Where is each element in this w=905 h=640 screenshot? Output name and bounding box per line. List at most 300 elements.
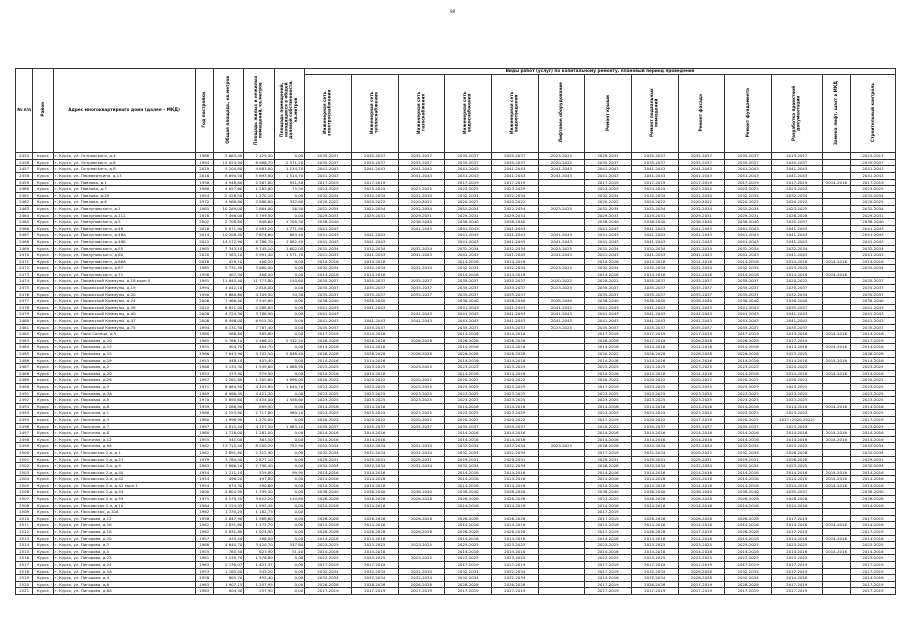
- table-cell: 2017-2019: [305, 562, 352, 569]
- table-cell: [678, 509, 725, 516]
- table-cell: 2029-2031: [351, 212, 398, 219]
- table-cell: 403,40: [244, 357, 274, 364]
- table-cell: 2017-2019: [851, 588, 896, 595]
- table-cell: 2014-2016: [305, 476, 352, 483]
- table-cell: 2014-2016: [491, 430, 538, 437]
- table-cell: 2014-2016: [725, 430, 772, 437]
- table-cell: 0,00: [274, 456, 304, 463]
- table-cell: Курск: [33, 456, 53, 463]
- table-cell: 2023-2025: [851, 397, 896, 404]
- table-cell: 2509: [16, 509, 33, 516]
- table-cell: 0,00: [274, 324, 304, 331]
- table-cell: Курск: [33, 555, 53, 562]
- table-cell: Курск: [33, 535, 53, 542]
- table-row: [16, 397, 896, 404]
- table-cell: [822, 555, 850, 562]
- table-cell: Курск: [33, 179, 53, 186]
- table-cell: 1958: [195, 179, 213, 186]
- table-cell: 2 818,00: [244, 285, 274, 292]
- header-work-10: Разработка проектной документации: [771, 74, 822, 153]
- table-cell: Курск: [33, 225, 53, 232]
- table-cell: 2017-2019: [851, 416, 896, 423]
- table-cell: 2466: [16, 225, 33, 232]
- table-cell: 2014-2016: [491, 370, 538, 377]
- table-cell: 2038-2040: [725, 298, 772, 305]
- table-cell: [538, 219, 585, 226]
- table-cell: 2516: [16, 555, 33, 562]
- table-cell: 2038-2040: [631, 489, 678, 496]
- table-cell: 2014-2016: [631, 502, 678, 509]
- table-cell: 1 939,80: [244, 364, 274, 371]
- table-cell: 2035-2037: [305, 159, 352, 166]
- table-cell: 2014-2016: [491, 522, 538, 529]
- table-cell: 2020-2022: [491, 199, 538, 206]
- table-cell: 75,50: [274, 186, 304, 193]
- table-cell: 2041-2043: [445, 225, 492, 232]
- capital-repair-table: [15, 68, 896, 595]
- table-cell: 0,00: [274, 357, 304, 364]
- table-row: [16, 285, 896, 292]
- table-cell: 2032-2034: [445, 192, 492, 199]
- table-cell: [398, 476, 445, 483]
- table-cell: 2498: [16, 436, 33, 443]
- table-cell: 2026-2028: [725, 337, 772, 344]
- table-cell: 2035-2037: [445, 159, 492, 166]
- table-cell: 2014-2016: [305, 482, 352, 489]
- table-cell: 2032-2034: [398, 568, 445, 575]
- table-cell: 2014-2016: [631, 258, 678, 265]
- table-cell: [822, 515, 850, 522]
- table-cell: 2017-2019: [351, 562, 398, 569]
- table-cell: 2023-2025: [445, 542, 492, 549]
- table-cell: 752,90: [274, 443, 304, 450]
- table-cell: 2052-2054: [305, 205, 352, 212]
- table-cell: 2026-2028: [771, 212, 822, 219]
- table-cell: 2496: [16, 423, 33, 430]
- table-cell: 2014-2016: [851, 403, 896, 410]
- table-cell: 2014-2016: [851, 502, 896, 509]
- table-cell: 0,00: [274, 192, 304, 199]
- table-cell: 1 571,70: [274, 252, 304, 259]
- table-cell: Курск: [33, 245, 53, 252]
- table-cell: 2026-2028: [631, 529, 678, 536]
- table-cell: 2014-2016: [305, 258, 352, 265]
- table-cell: 2014-2016: [678, 482, 725, 489]
- table-cell: 2014-2016: [851, 436, 896, 443]
- table-cell: г. Курск, ул. Парижской Коммуны, д.75: [53, 324, 195, 331]
- table-cell: 2041-2043: [585, 232, 632, 239]
- table-cell: 2026-2028: [678, 568, 725, 575]
- table-cell: 2035-2037: [398, 153, 445, 160]
- table-row: [16, 265, 896, 272]
- table-cell: 2014-2016: [305, 357, 352, 364]
- table-cell: 2026-2028: [631, 496, 678, 503]
- table-cell: 2014-2016: [725, 522, 772, 529]
- table-cell: 1 988,60: [244, 515, 274, 522]
- table-cell: 2041-2043: [491, 318, 538, 325]
- table-cell: 1994: [195, 159, 213, 166]
- table-cell: г. Курск, ул. Парижской Коммуны, д.24: [53, 298, 195, 305]
- table-cell: 2023-2025: [851, 542, 896, 549]
- table-cell: г. Курск, ул. Парижской Коммуны, д.47: [53, 318, 195, 325]
- table-cell: Курск: [33, 588, 53, 595]
- table-cell: 2029-2031: [398, 212, 445, 219]
- table-cell: 1 993,45: [244, 502, 274, 509]
- table-cell: 2020-2022: [538, 159, 585, 166]
- table-cell: г. Курск, ул. Песковская 2-я, д.42: [53, 476, 195, 483]
- table-cell: г. Курск, ул. Островского, д.6: [53, 159, 195, 166]
- table-cell: 2020-2022: [351, 199, 398, 206]
- table-cell: 2041-2043: [305, 225, 352, 232]
- table-cell: 2014-2016: [851, 469, 896, 476]
- table-cell: 2014-2016: [851, 575, 896, 582]
- table-cell: [771, 509, 822, 516]
- table-cell: 2023-2025: [398, 555, 445, 562]
- table-cell: 2023-2025: [771, 383, 822, 390]
- table-cell: [822, 390, 850, 397]
- table-cell: 390,60: [244, 482, 274, 489]
- table-cell: 2041-2043: [631, 304, 678, 311]
- table-cell: 1962: [195, 529, 213, 536]
- table-cell: 2041-2043: [398, 318, 445, 325]
- table-cell: 2041-2043: [678, 166, 725, 173]
- table-cell: 2017-2019: [678, 581, 725, 588]
- table-cell: 2020-2022: [771, 364, 822, 371]
- table-cell: 2032-2034: [725, 205, 772, 212]
- table-cell: 2014-2016: [491, 436, 538, 443]
- table-cell: 2023-2025: [398, 383, 445, 390]
- table-cell: 404,70: [244, 344, 274, 351]
- table-cell: 2041-2043: [585, 304, 632, 311]
- table-cell: 0,00: [274, 449, 304, 456]
- table-cell: г. Курск, ул. Павлуновского, д.67: [53, 265, 195, 272]
- table-cell: 2017-2019: [631, 337, 678, 344]
- table-cell: 3 784,40: [213, 456, 243, 463]
- table-cell: 2032-2034: [851, 449, 896, 456]
- table-cell: 2503: [16, 469, 33, 476]
- table-cell: г. Курск, ул. Песковская 2-я, д.10: [53, 502, 195, 509]
- table-cell: 2014-2016: [585, 476, 632, 483]
- header-total-area: Общая площадь, кв.метров: [213, 69, 243, 153]
- table-cell: 0,00: [274, 463, 304, 470]
- table-cell: 2035-2037: [351, 423, 398, 430]
- table-cell: 0,00: [274, 304, 304, 311]
- table-cell: [538, 364, 585, 371]
- table-cell: 623,90: [244, 548, 274, 555]
- table-cell: 1 335,25: [213, 509, 243, 516]
- table-cell: 2026-2028: [491, 496, 538, 503]
- table-cell: 2495: [16, 416, 33, 423]
- table-cell: 0,00: [274, 390, 304, 397]
- table-cell: 2014-2016: [491, 271, 538, 278]
- table-cell: 2023-2025: [851, 383, 896, 390]
- table-cell: [538, 515, 585, 522]
- table-cell: 2014-2016: [491, 535, 538, 542]
- table-cell: 2023-2025: [585, 397, 632, 404]
- table-cell: 2032-2034: [445, 265, 492, 272]
- table-cell: 2035-2037: [398, 291, 445, 298]
- table-row: [16, 390, 896, 397]
- table-cell: 2464: [16, 212, 33, 219]
- table-cell: 2041-2043: [631, 232, 678, 239]
- table-cell: 2014-2016: [445, 271, 492, 278]
- table-cell: [822, 291, 850, 298]
- table-cell: [822, 318, 850, 325]
- table-cell: 7 496,00: [213, 212, 243, 219]
- table-cell: Курск: [33, 548, 53, 555]
- table-cell: 1969: [195, 390, 213, 397]
- table-cell: 2017-2019: [771, 515, 822, 522]
- table-cell: 2041-2043: [725, 172, 772, 179]
- table-cell: [398, 298, 445, 305]
- table-cell: 2014-2016: [678, 436, 725, 443]
- table-cell: Курск: [33, 463, 53, 470]
- table-cell: 2041-2043: [851, 304, 896, 311]
- table-cell: 2038-2040: [725, 489, 772, 496]
- table-cell: г. Курск, ул. Павлуновского, д.1: [53, 205, 195, 212]
- table-cell: 2014-2016: [822, 548, 850, 555]
- table-cell: 2017-2019: [771, 179, 822, 186]
- table-cell: 1 708,30: [274, 219, 304, 226]
- table-cell: 2473: [16, 271, 33, 278]
- table-cell: 2041-2043: [538, 172, 585, 179]
- table-cell: [822, 278, 850, 285]
- table-cell: 2016: [195, 172, 213, 179]
- table-cell: 2026-2028: [351, 529, 398, 536]
- table-cell: 2014-2016: [631, 403, 678, 410]
- table-cell: 1970: [195, 397, 213, 404]
- table-cell: 2014-2016: [445, 548, 492, 555]
- table-cell: 0,00: [274, 153, 304, 160]
- table-cell: 2038-2040: [445, 298, 492, 305]
- table-cell: 2014-2016: [351, 535, 398, 542]
- table-cell: 1 182,75: [244, 509, 274, 516]
- table-cell: 2014-2016: [678, 370, 725, 377]
- table-cell: 2041-2043: [351, 238, 398, 245]
- table-cell: Курск: [33, 311, 53, 318]
- table-cell: 2035-2037: [851, 324, 896, 331]
- table-cell: 2026-2028: [771, 496, 822, 503]
- table-cell: 2023-2025: [771, 423, 822, 430]
- table-cell: 2023-2025: [725, 186, 772, 193]
- table-cell: 2041-2043: [398, 166, 445, 173]
- table-cell: Курск: [33, 337, 53, 344]
- table-cell: 2484: [16, 344, 33, 351]
- table-cell: 2029-2031: [725, 212, 772, 219]
- table-cell: 2485: [16, 351, 33, 358]
- table-cell: 2032-2034: [631, 245, 678, 252]
- table-cell: [538, 212, 585, 219]
- table-cell: 2014-2016: [585, 575, 632, 582]
- table-cell: г. Курск, ул. Парижской Коммуны, д.19: [53, 285, 195, 292]
- table-cell: 2014-2016: [305, 522, 352, 529]
- table-cell: Курск: [33, 383, 53, 390]
- table-cell: 2017-2019: [631, 331, 678, 338]
- table-cell: 2023-2025: [445, 397, 492, 404]
- table-cell: 2020-2022: [678, 377, 725, 384]
- table-cell: г. Курск, ул. Пигорова, д.22: [53, 555, 195, 562]
- table-cell: 2035-2037: [631, 285, 678, 292]
- table-cell: 2 891,80: [213, 449, 243, 456]
- table-cell: 4 815,40: [213, 423, 243, 430]
- table-cell: 2 997,20: [244, 225, 274, 232]
- table-cell: 1975: [195, 496, 213, 503]
- table-row: [16, 489, 896, 496]
- table-cell: 2032-2034: [351, 192, 398, 199]
- table-cell: 1965: [195, 337, 213, 344]
- table-cell: 2041-2043: [491, 252, 538, 259]
- table-cell: 2026-2028: [398, 337, 445, 344]
- table-cell: 1978: [195, 212, 213, 219]
- table-cell: 1 831,80: [213, 522, 243, 529]
- table-cell: 2038-2040: [725, 219, 772, 226]
- table-cell: 2029-2031: [585, 212, 632, 219]
- table-row: [16, 159, 896, 166]
- table-cell: г. Курск, ул. Песковская 2-я, д.53: [53, 496, 195, 503]
- table-cell: [822, 529, 850, 536]
- table-cell: 2032-2034: [631, 443, 678, 450]
- table-cell: 2017-2019: [725, 562, 772, 569]
- table-cell: 2032-2034: [725, 568, 772, 575]
- table-row: [16, 344, 896, 351]
- table-cell: 2038-2040: [491, 219, 538, 226]
- table-cell: 2041-2043: [678, 238, 725, 245]
- table-cell: [822, 192, 850, 199]
- table-cell: [398, 344, 445, 351]
- table-cell: 34,30: [274, 291, 304, 298]
- table-cell: 4 727,50: [244, 423, 274, 430]
- table-cell: 4 109,50: [244, 291, 274, 298]
- table-cell: 2041-2043: [725, 238, 772, 245]
- table-cell: 2020-2022: [631, 199, 678, 206]
- table-cell: 2041-2043: [678, 304, 725, 311]
- table-cell: 2032-2034: [398, 265, 445, 272]
- table-cell: 2471: [16, 258, 33, 265]
- table-cell: 150,60: [274, 278, 304, 285]
- table-cell: [398, 304, 445, 311]
- table-cell: 2014-2016: [631, 522, 678, 529]
- table-cell: 1960: [195, 430, 213, 437]
- table-cell: 2014-2016: [445, 357, 492, 364]
- table-cell: 8 131,30: [213, 324, 243, 331]
- table-cell: 2035-2037: [585, 285, 632, 292]
- table-cell: 2032-2034: [445, 443, 492, 450]
- table-cell: Курск: [33, 430, 53, 437]
- table-cell: 2041-2043: [678, 318, 725, 325]
- table-cell: 2014-2016: [351, 331, 398, 338]
- table-cell: 2020-2022: [585, 278, 632, 285]
- table-cell: 2514: [16, 542, 33, 549]
- table-cell: 0,00: [274, 298, 304, 305]
- table-cell: 0,00: [274, 318, 304, 325]
- table-cell: 2017-2019: [631, 562, 678, 569]
- table-cell: 2014-2016: [491, 357, 538, 364]
- table-cell: 0,00: [274, 285, 304, 292]
- table-cell: 2480: [16, 318, 33, 325]
- table-cell: г. Курск, ул. Павлуновского, д.60: [53, 252, 195, 259]
- table-cell: 2032-2034: [351, 463, 398, 470]
- table-cell: 2014-2016: [678, 271, 725, 278]
- header-work-4: Инженерная сеть водоотведения: [491, 74, 538, 153]
- table-cell: 2014-2016: [445, 370, 492, 377]
- table-cell: 2032-2034: [398, 449, 445, 456]
- table-cell: 2032-2034: [491, 245, 538, 252]
- table-cell: 2020-2022: [491, 416, 538, 423]
- table-cell: 2026-2028: [305, 337, 352, 344]
- table-cell: 2035-2037: [631, 159, 678, 166]
- table-cell: г. Курск, ул. Островского, д.4: [53, 153, 195, 160]
- table-cell: 2041-2043: [725, 166, 772, 173]
- header-work-12: Строительный контроль: [851, 74, 896, 153]
- table-cell: [538, 390, 585, 397]
- table-cell: 1954: [195, 192, 213, 199]
- table-cell: 2041-2043: [631, 172, 678, 179]
- table-cell: 2035-2037: [771, 159, 822, 166]
- table-cell: 2023-2025: [398, 186, 445, 193]
- table-cell: 2017 (2020-2022): [771, 416, 822, 423]
- table-cell: [822, 285, 850, 292]
- table-row: [16, 568, 896, 575]
- table-cell: г. Курск, ул. Парковая, д.10: [53, 337, 195, 344]
- table-cell: 2032-2034: [398, 443, 445, 450]
- table-cell: г. Курск, ул. Парковая, д.2: [53, 364, 195, 371]
- table-cell: 1982: [195, 443, 213, 450]
- table-cell: 2041-2043: [678, 172, 725, 179]
- header-work-0: Инженерная сеть электроснабжения: [305, 74, 352, 153]
- table-cell: 0,00: [274, 581, 304, 588]
- table-cell: 1 771,90: [274, 225, 304, 232]
- table-cell: 2023-2025: [771, 443, 822, 450]
- table-cell: 2032-2034: [585, 265, 632, 272]
- table-cell: 2486: [16, 357, 33, 364]
- table-row: [16, 581, 896, 588]
- table-cell: 2023-2025: [771, 186, 822, 193]
- table-cell: 2035-2037: [305, 278, 352, 285]
- table-cell: 2023-2025: [398, 397, 445, 404]
- table-cell: 2002: [195, 219, 213, 226]
- table-cell: 2020-2022: [445, 199, 492, 206]
- table-cell: 0,00: [274, 416, 304, 423]
- table-cell: г. Курск, ул. Парковая, д.8: [53, 403, 195, 410]
- table-cell: 2035-2037: [305, 324, 352, 331]
- table-cell: 545,20: [244, 568, 274, 575]
- table-cell: 2035-2037: [305, 285, 352, 292]
- table-cell: 1997: [195, 423, 213, 430]
- table-cell: 2026-2028: [398, 581, 445, 588]
- table-cell: 4 268,80: [244, 304, 274, 311]
- table-cell: [822, 502, 850, 509]
- table-cell: 529,80: [244, 469, 274, 476]
- table-cell: [822, 351, 850, 358]
- table-cell: Курск: [33, 410, 53, 417]
- table-cell: 2032-2034: [725, 192, 772, 199]
- table-cell: 1 211,10: [213, 469, 243, 476]
- table-cell: [822, 245, 850, 252]
- table-cell: 2020-2022: [678, 199, 725, 206]
- table-cell: 2023-2025: [491, 364, 538, 371]
- table-cell: 2026-2028: [305, 496, 352, 503]
- table-cell: 1972: [195, 199, 213, 206]
- table-cell: 2 888,80: [244, 199, 274, 206]
- table-cell: 2023-2025: [725, 410, 772, 417]
- table-cell: 931,40: [274, 179, 304, 186]
- table-cell: 2023-2025: [725, 364, 772, 371]
- table-cell: [351, 311, 398, 318]
- table-cell: 2020-2022: [585, 351, 632, 358]
- table-cell: 2032-2034: [585, 245, 632, 252]
- table-cell: г. Курск, ул. Пасечная, д.12: [53, 436, 195, 443]
- table-cell: 2014-2016: [725, 436, 772, 443]
